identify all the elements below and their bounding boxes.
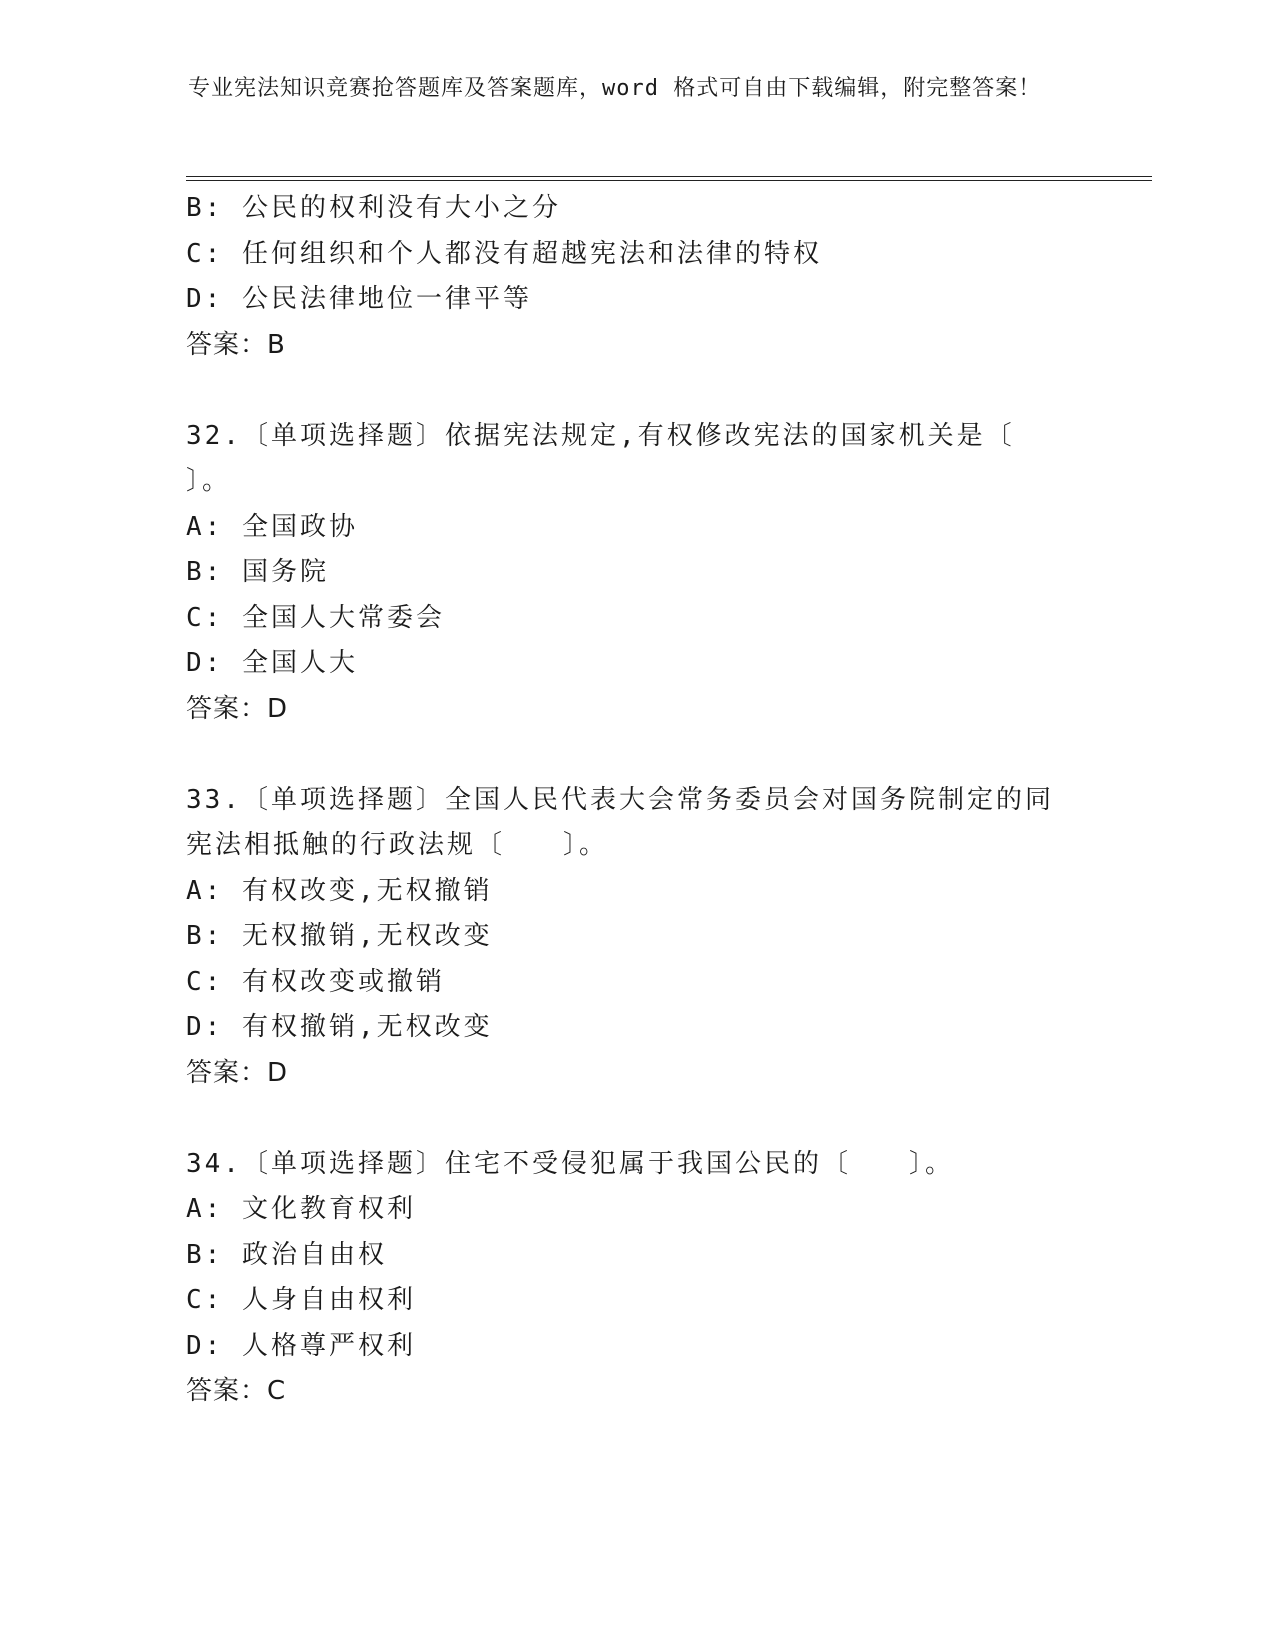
header-double-rule (186, 176, 1152, 181)
option-b: B: 政治自由权 (186, 1239, 387, 1270)
option-c: C: 任何组织和个人都没有超越宪法和法律的特权 (186, 238, 822, 269)
option-a: A: 全国政协 (186, 511, 358, 542)
option-b: B: 国务院 (186, 557, 329, 587)
option-a: A: 文化教育权利 (186, 1194, 416, 1224)
question-stem: 32.〔单项选择题〕依据宪法规定,有权修改宪法的国家机关是〔 〕。 (186, 420, 1073, 496)
question-stem: 33.〔单项选择题〕全国人民代表大会常务委员会对国务院制定的同宪法相抵触的行政法规〔 〕。 (186, 784, 1054, 860)
question-33 (186, 778, 1086, 1097)
carryover-question (186, 186, 1086, 368)
spacer (186, 1096, 1086, 1142)
option-d: D: 人格尊严权利 (186, 1330, 416, 1361)
spacer (186, 732, 1086, 778)
option-d: D: 公民法律地位一律平等 (186, 284, 532, 314)
option-d: D: 全国人大 (186, 648, 358, 678)
question-stem: 34.〔单项选择题〕住宅不受侵犯属于我国公民的〔 〕。 (186, 1148, 954, 1179)
option-c: C: 人身自由权利 (186, 1285, 416, 1315)
option-a: A: 有权改变,无权撤销 (186, 875, 493, 906)
option-c: C: 有权改变或撤销 (186, 966, 445, 997)
answer-line: 答案：C (186, 1376, 287, 1406)
answer-line: 答案：D (186, 693, 289, 724)
spacer (186, 368, 1086, 414)
question-32 (186, 414, 1086, 733)
option-c: C: 全国人大常委会 (186, 602, 445, 633)
answer-line: 答案：D (186, 1057, 289, 1088)
question-34 (186, 1142, 1086, 1415)
option-b: B: 公民的权利没有大小之分 (186, 193, 561, 223)
option-b: B: 无权撤销,无权改变 (186, 921, 493, 951)
page-header-title: 专业宪法知识竞赛抢答题库及答案题库，word 格式可自由下载编辑，附完整答案！ (188, 76, 1042, 101)
option-d: D: 有权撤销,无权改变 (186, 1012, 493, 1042)
answer-line: 答案：B (186, 329, 286, 360)
question-content (186, 186, 1086, 1415)
